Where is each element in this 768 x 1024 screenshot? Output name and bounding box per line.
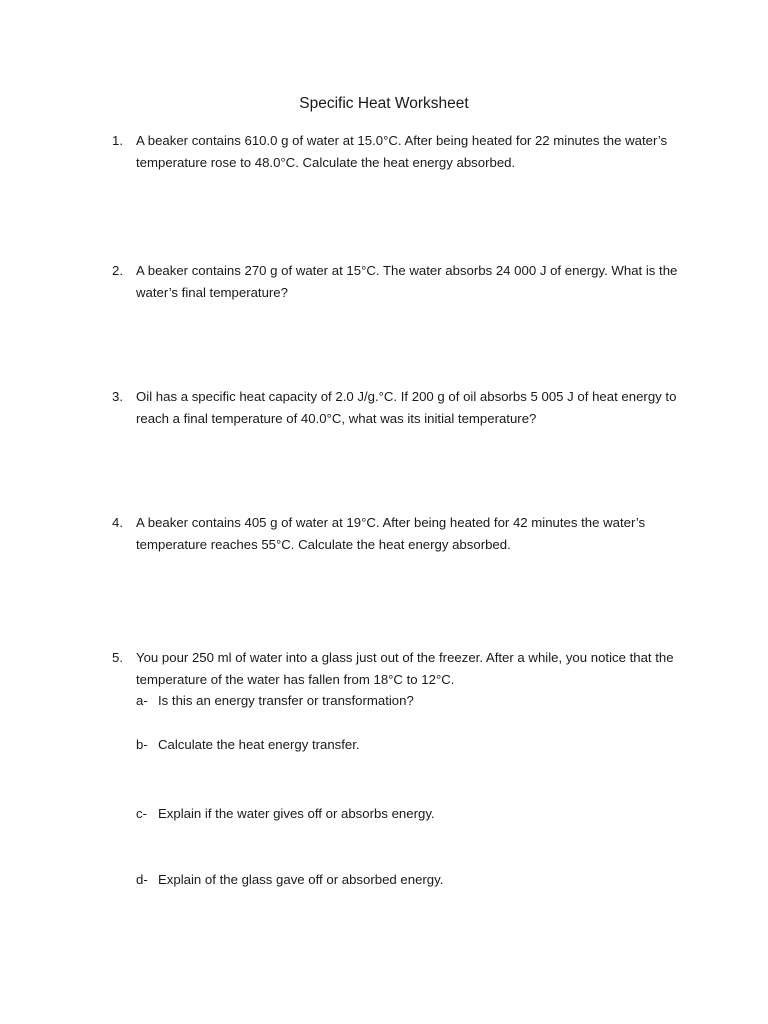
subquestion-letter: a- xyxy=(136,693,148,708)
question-number: 5. xyxy=(112,650,123,665)
subquestion-letter: d- xyxy=(136,872,148,887)
subquestion-5c xyxy=(136,803,676,825)
question-text: Oil has a specific heat capacity of 2.0 J/g.°C. If 200 g of oil absorbs 5 005 J of heat energy to reach a final temperature of 40.0°C, what was its initial temperature? xyxy=(136,389,677,426)
question-text: A beaker contains 405 g of water at 19°C. After being heated for 42 minutes the water’s temperature reaches 55°C. Calculate the heat energy absorbed. xyxy=(136,515,646,552)
subquestion-text: Is this an energy transfer or transformation? xyxy=(158,693,414,708)
subquestion-5d xyxy=(136,869,676,891)
subquestion-5b xyxy=(136,734,676,756)
page-title: Specific Heat Worksheet xyxy=(299,95,469,112)
question-4 xyxy=(112,512,692,556)
subquestion-letter: c- xyxy=(136,806,147,821)
subquestion-text: Calculate the heat energy transfer. xyxy=(158,737,360,752)
question-number: 4. xyxy=(112,515,123,530)
question-text: You pour 250 ml of water into a glass just out of the freezer. After a while, you notice that the temperature of the water has fallen from 18°C to 12°C. xyxy=(136,650,674,687)
question-5 xyxy=(112,647,692,691)
subquestion-5a xyxy=(136,690,676,712)
question-text: A beaker contains 270 g of water at 15°C. The water absorbs 24 000 J of energy. What is the water’s final temperature? xyxy=(136,263,678,300)
subquestion-text: Explain of the glass gave off or absorbed energy. xyxy=(158,872,444,887)
subquestion-text: Explain if the water gives off or absorbs energy. xyxy=(158,806,435,821)
question-3 xyxy=(112,386,692,430)
question-text: A beaker contains 610.0 g of water at 15.0°C. After being heated for 22 minutes the water’s temperature rose to 48.0°C. Calculate the heat energy absorbed. xyxy=(136,133,668,170)
subquestion-letter: b- xyxy=(136,737,148,752)
question-1 xyxy=(112,130,692,174)
question-2 xyxy=(112,260,692,304)
question-number: 1. xyxy=(112,133,123,148)
question-number: 3. xyxy=(112,389,123,404)
question-number: 2. xyxy=(112,263,123,278)
